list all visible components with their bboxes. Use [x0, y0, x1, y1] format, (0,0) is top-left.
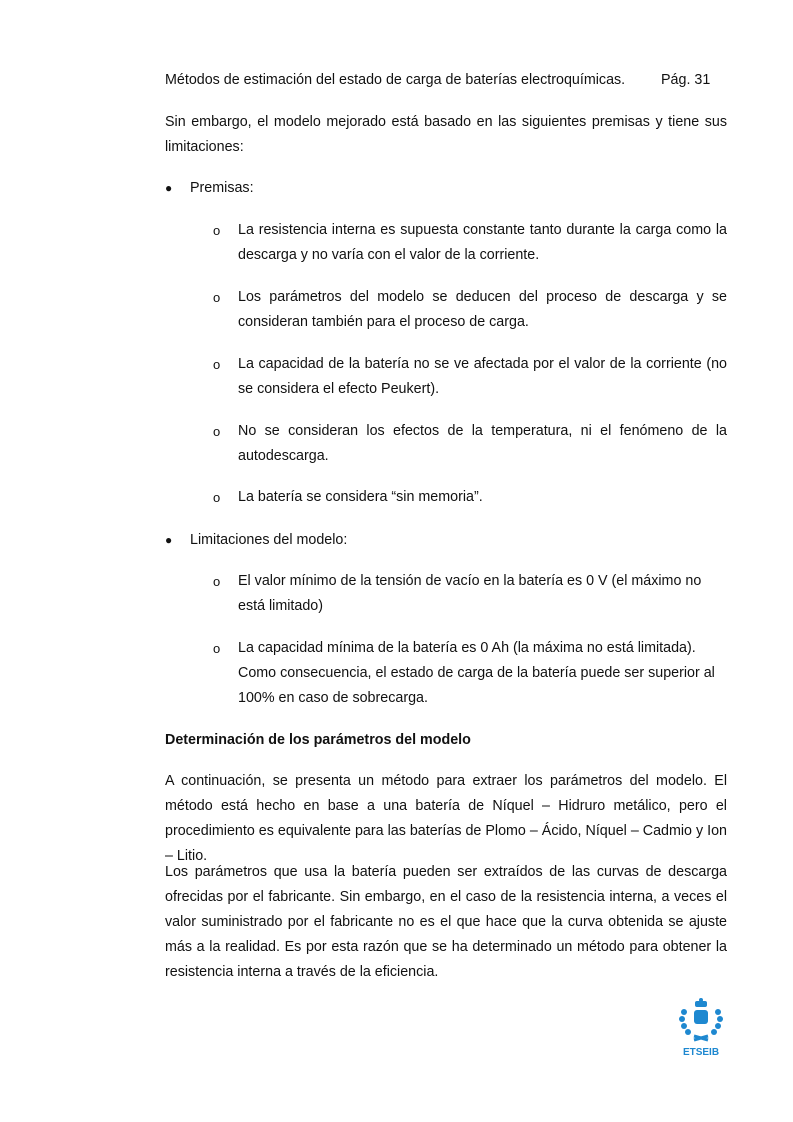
- circle-bullet-icon: o: [213, 641, 221, 656]
- premisas-label: Premisas:: [190, 180, 254, 196]
- list-item: No se consideran los efectos de la temperatura, ni el fenómeno de la autodescarga.: [238, 423, 727, 464]
- list-item: El valor mínimo de la tensión de vacío en la batería es 0 V (el máximo no está limitado): [238, 573, 702, 614]
- svg-text:ETSEIB: ETSEIB: [682, 1047, 720, 1058]
- running-header: Métodos de estimación del estado de carga de baterías electroquímicas.: [165, 72, 626, 88]
- limitaciones-label: Limitaciones del modelo:: [190, 532, 348, 548]
- circle-bullet-icon: o: [213, 490, 221, 505]
- intro-paragraph: Sin embargo, el modelo mejorado está basado en las siguientes premisas y tiene sus limitaciones:: [165, 114, 727, 155]
- section-heading: Determinación de los parámetros del modelo: [165, 732, 471, 748]
- circle-bullet-icon: o: [213, 574, 221, 589]
- bullet-icon: ●: [165, 181, 173, 195]
- list-item: La resistencia interna es supuesta constante tanto durante la carga como la descarga y no varía con el valor de la corriente.: [238, 222, 727, 263]
- paragraph: Los parámetros que usa la batería pueden ser extraídos de las curvas de descarga ofrecidas por el fabricante. Sin embargo, en el caso de la resistencia interna, a veces el valor suministrado por el fabricante no es el que hace que la curva obtenida se ajuste más a la realidad. Es por esta razón que se ha determinado un método para obtener la resistencia interna a través de la eficiencia.: [165, 864, 727, 980]
- paragraph: A continuación, se presenta un método para extraer los parámetros del modelo. El método está hecho en base a una batería de Níquel – Hidruro metálico, pero el procedimiento es equivalente para las baterías de Plomo – Ácido, Níquel – Cadmio y Ion – Litio.: [165, 773, 727, 864]
- list-item: Los parámetros del modelo se deducen del proceso de descarga y se consideran también para el proceso de carga.: [238, 289, 727, 330]
- circle-bullet-icon: o: [213, 424, 221, 439]
- list-item: La capacidad mínima de la batería es 0 Ah (la máxima no está limitada). Como consecuencia, el estado de carga de la batería puede ser superior al 100% en caso de sobrecarga.: [238, 640, 715, 706]
- etseib-seal-icon: [676, 998, 726, 1058]
- bullet-icon: ●: [165, 533, 173, 547]
- circle-bullet-icon: o: [213, 223, 221, 238]
- circle-bullet-icon: o: [213, 357, 221, 372]
- circle-bullet-icon: o: [213, 290, 221, 305]
- etseib-logo: [676, 998, 726, 1058]
- page-number: Pág. 31: [661, 72, 711, 88]
- list-item: La capacidad de la batería no se ve afectada por el valor de la corriente (no se considera el efecto Peukert).: [238, 356, 727, 397]
- list-item: La batería se considera “sin memoria”.: [238, 489, 483, 505]
